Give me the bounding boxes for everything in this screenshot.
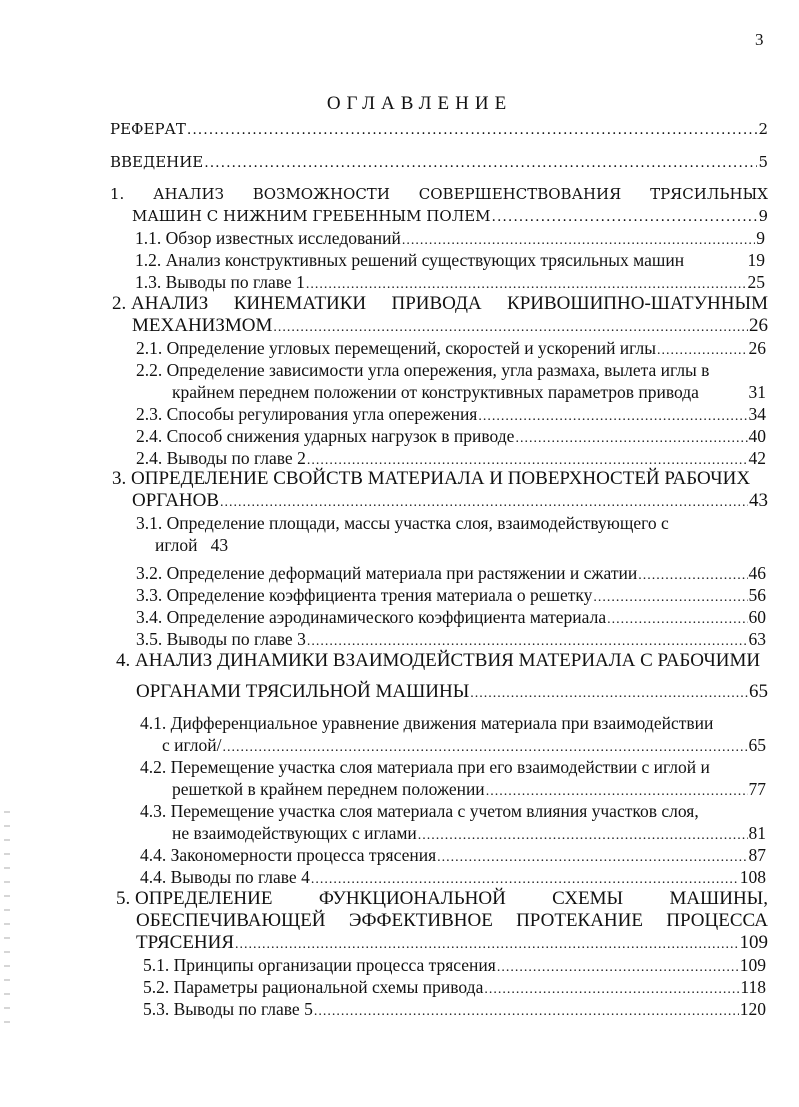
- toc-section-2-2-cont[interactable]: [172, 381, 766, 403]
- toc-chapter-4[interactable]: [136, 681, 768, 705]
- toc-entry-label: 2.4. Выводы по главе 2: [136, 448, 306, 468]
- toc-entry-label: 4.3. Перемещение участка слоя материала с учетом влияния участков слоя,: [140, 801, 699, 821]
- toc-section-4-3[interactable]: [140, 800, 766, 822]
- toc-section-2-2[interactable]: [136, 359, 766, 381]
- toc-chapter-1-heading[interactable]: [110, 183, 768, 205]
- toc-section-1-2[interactable]: [135, 249, 765, 271]
- toc-entry-label: МЕХАНИЗМОМ: [132, 315, 273, 336]
- toc-entry-page: 46: [748, 563, 766, 583]
- toc-entry-page: 19: [747, 250, 765, 270]
- scan-artifact: [4, 805, 10, 1035]
- toc-chapter-4-heading[interactable]: [116, 650, 768, 672]
- toc-chapter-5-heading-2[interactable]: [136, 910, 768, 932]
- word: ОБЕСПЕЧИВАЮЩЕЙ: [136, 910, 326, 931]
- toc-entry-label: 3. ОПРЕДЕЛЕНИЕ СВОЙСТВ МАТЕРИАЛА И ПОВЕРХНОСТЕЙ РАБОЧИХ: [112, 468, 751, 489]
- toc-entry-page: 60: [748, 607, 766, 627]
- toc-entry-page: 56: [748, 585, 766, 605]
- toc-entry-page: 43: [749, 490, 768, 511]
- leader-dots: [470, 683, 748, 705]
- toc-entry-label: 4. АНАЛИЗ ДИНАМИКИ ВЗАИМОДЕЙСТВИЯ МАТЕРИАЛА С РАБОЧИМИ: [116, 650, 761, 671]
- toc-entry-label: 4.1. Дифференциальное уравнение движения материала при взаимодействии: [140, 713, 714, 733]
- toc-entry-label: ОРГАНАМИ ТРЯСИЛЬНОЙ МАШИНЫ: [136, 681, 470, 702]
- toc-entry-label: решеткой в крайнем переднем положении: [172, 779, 485, 799]
- toc-entry-label: 2.2. Определение зависимости угла опережения, угла размаха, вылета иглы в: [136, 360, 710, 380]
- word: КРИВОШИПНО-ШАТУННЫМ: [507, 293, 768, 314]
- word: ВОЗМОЖНОСТИ: [252, 185, 390, 203]
- toc-section-5-3[interactable]: [143, 998, 766, 1023]
- leader-dots: [220, 492, 748, 514]
- toc-chapter-3-heading[interactable]: [112, 468, 768, 490]
- word: ТРЯСИЛЬНЫХ: [650, 185, 768, 203]
- toc-entry-label: 1.3. Выводы по главе 1: [135, 272, 305, 292]
- toc-section-4-1[interactable]: [140, 712, 766, 734]
- word: ПРОЦЕССА: [666, 910, 768, 931]
- toc-entry-label: 2.3. Способы регулирования угла опережения: [136, 404, 478, 424]
- toc-chapter-5[interactable]: [136, 932, 768, 956]
- toc-entry-label: крайнем переднем положении от конструктивных параметров привода: [172, 382, 699, 402]
- toc-entry-page: 40: [748, 426, 766, 446]
- word: ФУНКЦИОНАЛЬНОЙ: [318, 888, 506, 909]
- toc-chapter-3[interactable]: [132, 490, 768, 514]
- toc-entry-page: 9: [756, 228, 765, 248]
- word: ПРОТЕКАНИЕ: [516, 910, 643, 931]
- leader-dots: [273, 317, 748, 339]
- toc-entry-label: 3.4. Определение аэродинамического коэффициента материала: [136, 607, 607, 627]
- toc-entry-label: иглой 43: [155, 535, 229, 555]
- toc-chapter-2[interactable]: [132, 315, 768, 339]
- toc-section-4-2[interactable]: [140, 756, 766, 778]
- toc-entry-page: 65: [749, 681, 768, 702]
- leader-dots: [204, 152, 757, 174]
- page-title: ОГЛАВЛЕНИЕ: [326, 93, 513, 114]
- toc-entry-label: 3.2. Определение деформаций материала при растяжении и сжатии: [136, 563, 638, 583]
- page-number: 3: [755, 30, 764, 49]
- toc-entry-label: 3.3. Определение коэффициента трения материала о решетку: [136, 585, 593, 605]
- toc-entry-page: 42: [748, 448, 766, 468]
- word: СОВЕРШЕНСТВОВАНИЯ: [418, 185, 622, 203]
- toc-entry-page: 9: [758, 207, 768, 225]
- toc-entry-label: 4.4. Закономерности процесса трясения: [140, 845, 437, 865]
- leader-dots: [235, 934, 738, 956]
- toc-entry-label: ВВЕДЕНИЕ: [110, 153, 204, 171]
- toc-entry-label: 2.1. Определение угловых перемещений, скоростей и ускорений иглы: [136, 338, 656, 358]
- toc-entry-page: 5: [758, 153, 768, 171]
- toc-entry-page: 81: [748, 823, 766, 843]
- toc-entry-page: 63: [748, 629, 766, 649]
- toc-entry-page: 109: [739, 955, 766, 975]
- toc-entry-label: ТРЯСЕНИЯ: [136, 932, 235, 953]
- toc-entry-label: РЕФЕРАТ: [110, 120, 186, 138]
- toc-entry-page: 34: [748, 404, 766, 424]
- toc-section-3-1[interactable]: [136, 512, 766, 534]
- word: ПРИВОДА: [391, 293, 482, 314]
- toc-entry-label: 3.1. Определение площади, массы участка слоя, взаимодействующего с: [136, 513, 669, 533]
- toc-entry-page: 77: [748, 779, 766, 799]
- toc-entry-label: 5.1. Принципы организации процесса трясения: [143, 955, 496, 975]
- toc-chapter-5-heading[interactable]: [116, 888, 768, 910]
- word: 5. ОПРЕДЕЛЕНИЕ: [116, 888, 273, 909]
- toc-entry-page: 109: [739, 932, 768, 953]
- toc-entry-page: 26: [749, 315, 768, 336]
- toc-section-3-1-cont[interactable]: [155, 534, 455, 556]
- toc-entry-page: 31: [748, 382, 766, 402]
- toc-entry-label: 4.2. Перемещение участка слоя материала при его взаимодействии с иглой и: [140, 757, 710, 777]
- toc-entry-page: 65: [748, 735, 766, 755]
- word: АНАЛИЗ: [153, 185, 224, 203]
- leader-dots: [187, 119, 758, 141]
- leader-dots: [492, 206, 758, 228]
- toc-entry-label: ОРГАНОВ: [132, 490, 220, 511]
- toc-entry-page: 87: [748, 845, 766, 865]
- toc-chapter-2-heading[interactable]: [112, 293, 768, 315]
- word: 1.: [110, 185, 125, 203]
- toc-entry-label: 4.4. Выводы по главе 4: [140, 867, 310, 887]
- toc-entry-label: 1.2. Анализ конструктивных решений существующих трясильных машин: [135, 250, 685, 270]
- leader-dots: [314, 1001, 739, 1023]
- word: КИНЕМАТИКИ: [233, 293, 367, 314]
- toc-entry-vvedenie[interactable]: [110, 151, 768, 174]
- word: 2. АНАЛИЗ: [112, 293, 209, 314]
- word: МАШИНЫ,: [669, 888, 768, 909]
- toc-entry-label: с иглой/: [162, 735, 222, 755]
- toc-entry-label: 2.4. Способ снижения ударных нагрузок в приводе: [136, 426, 515, 446]
- toc-entry-page: 118: [740, 977, 766, 997]
- toc-entry-label: 1.1. Обзор известных исследований: [135, 228, 401, 248]
- toc-entry-label: не взаимодействующих с иглами: [172, 823, 417, 843]
- toc-entry-page: 26: [748, 338, 766, 358]
- toc-entry-label: МАШИН С НИЖНИМ ГРЕБЕННЫМ ПОЛЕМ: [132, 207, 491, 225]
- toc-entry-page: 108: [739, 867, 766, 887]
- toc-chapter-1[interactable]: [132, 205, 768, 228]
- toc-entry-label: 5.2. Параметры рациональной схемы привода: [143, 977, 484, 997]
- toc-entry-page: 25: [747, 272, 765, 292]
- word: СХЕМЫ: [552, 888, 624, 909]
- toc-entry-referat[interactable]: [110, 118, 768, 141]
- toc-entry-page: 120: [739, 999, 766, 1019]
- toc-entry-label: 5.3. Выводы по главе 5: [143, 999, 313, 1019]
- toc-entry-page: 2: [758, 120, 768, 138]
- toc-entry-label: 3.5. Выводы по главе 3: [136, 629, 306, 649]
- word: ЭФФЕКТИВНОЕ: [348, 910, 493, 931]
